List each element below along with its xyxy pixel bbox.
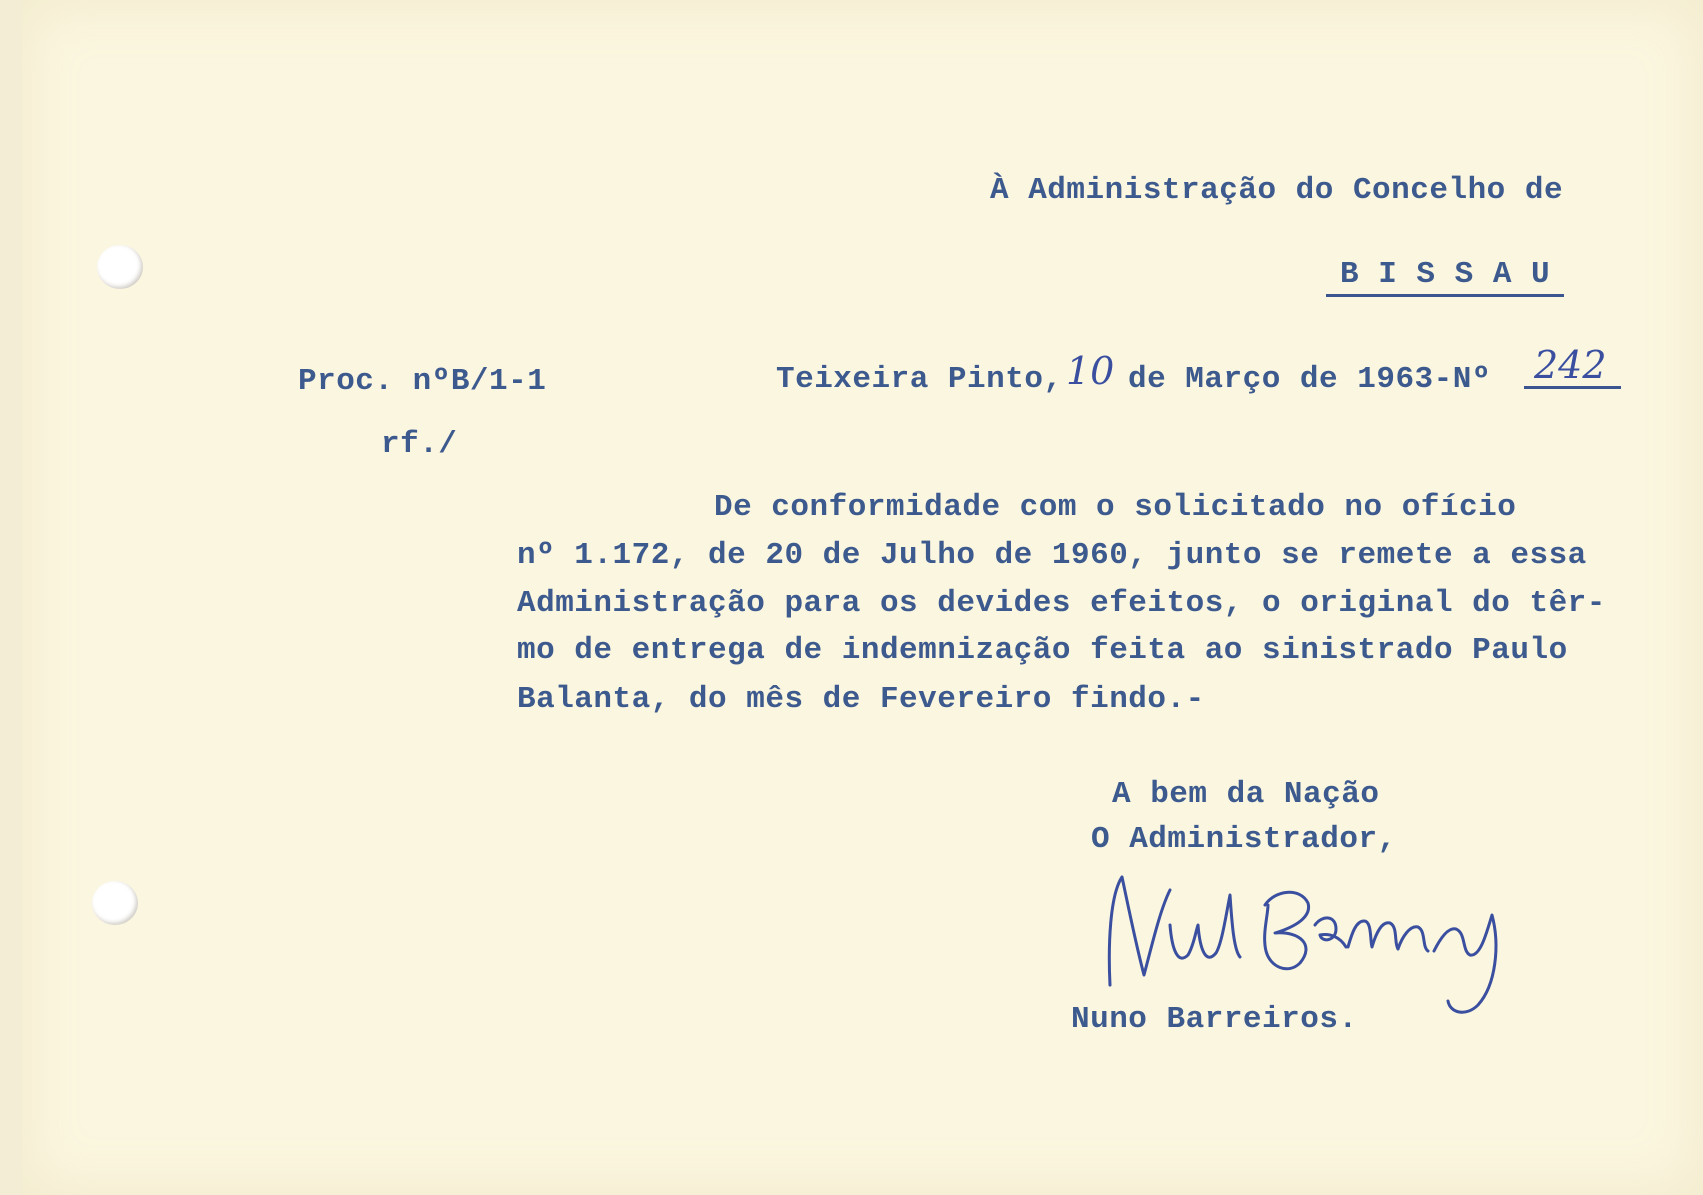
punch-hole-bottom bbox=[92, 881, 138, 925]
process-number: Proc. nºB/1-1 bbox=[298, 364, 547, 399]
body-line-1: De conformidade com o solicitado no ofício bbox=[714, 490, 1517, 525]
dateline-number: 242 bbox=[1524, 346, 1621, 389]
recipient-line: À Administração do Concelho de bbox=[990, 173, 1564, 208]
closing-salutation: A bem da Nação bbox=[1112, 777, 1380, 812]
handwritten-signature bbox=[1100, 855, 1540, 1025]
dateline-text: de Março de 1963-Nº bbox=[1128, 362, 1491, 397]
recipient-city: B I S S A U bbox=[1326, 259, 1564, 297]
dateline-day: 10 bbox=[1066, 349, 1115, 393]
reference-mark: rf./ bbox=[381, 427, 458, 462]
body-line-4: mo de entrega de indemnização feita ao sinistrado Paulo bbox=[517, 633, 1568, 668]
body-line-2: nº 1.172, de 20 de Julho de 1960, junto se remete a essa bbox=[517, 538, 1587, 573]
dateline-place: Teixeira Pinto, bbox=[776, 362, 1063, 397]
body-line-3: Administração para os devides efeitos, o original do têr- bbox=[517, 586, 1606, 621]
punch-hole-top bbox=[97, 245, 143, 289]
body-line-5: Balanta, do mês de Fevereiro findo.- bbox=[517, 682, 1205, 717]
closing-role: O Administrador, bbox=[1091, 822, 1397, 857]
dateline bbox=[776, 343, 1626, 397]
signatory-name: Nuno Barreiros. bbox=[1071, 1002, 1358, 1037]
